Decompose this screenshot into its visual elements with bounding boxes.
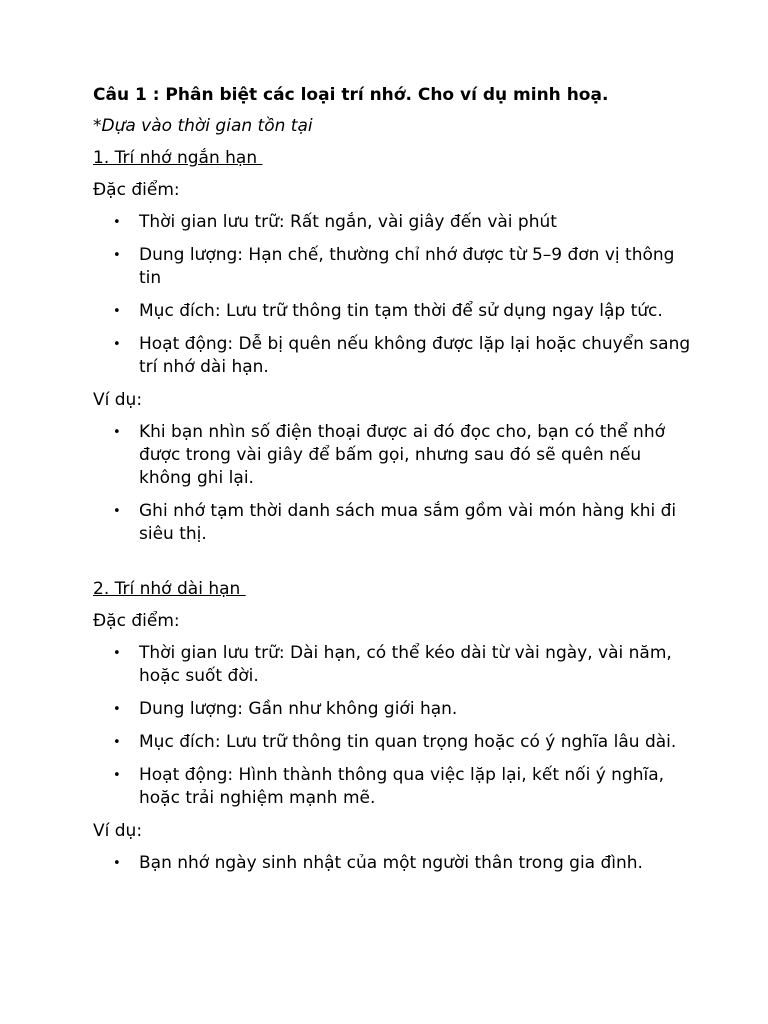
bullet-icon: • [113,735,121,750]
examples-label: Ví dụ: [93,390,143,410]
bullet-icon: • [113,504,121,519]
list-item [93,421,693,490]
characteristics-list [93,642,693,810]
list-item-text: Khi bạn nhìn số điện thoại được ai đó đọc cho, bạn có thể nhớ được trong vài giây để bấm gọi, nhưng sau đó sẽ quên nếu không ghi lại. [139,422,666,488]
list-item [93,764,693,810]
list-item-text: Dung lượng: Gần như không giới hạn. [139,699,458,719]
section-heading-long-term: 2. Trí nhớ dài hạn [93,579,246,599]
list-item [93,244,693,290]
bullet-icon: • [113,248,121,263]
list-item [93,698,693,721]
bullet-icon: • [113,646,121,661]
list-item [93,731,693,754]
list-item [93,300,693,323]
list-item-text: Thời gian lưu trữ: Rất ngắn, vài giây đến vài phút [139,212,557,232]
bullet-icon: • [113,425,121,440]
bullet-icon: • [113,768,121,783]
list-item [93,852,693,875]
bullet-icon: • [113,215,121,230]
examples-list [93,421,693,546]
list-item-text: Hoạt động: Hình thành thông qua việc lặp lại, kết nối ý nghĩa, hoặc trải nghiệm mạnh mẽ. [139,765,665,808]
list-item-text: Thời gian lưu trữ: Dài hạn, có thể kéo dài từ vài ngày, vài năm, hoặc suốt đời. [139,643,672,686]
bullet-icon: • [113,304,121,319]
section-heading-short-term: 1. Trí nhớ ngắn hạn [93,148,263,168]
examples-list [93,852,693,875]
list-item-text: Ghi nhớ tạm thời danh sách mua sắm gồm vài món hàng khi đi siêu thị. [139,501,677,544]
bullet-icon: • [113,702,121,717]
list-item-text: Hoạt động: Dễ bị quên nếu không được lặp lại hoặc chuyển sang trí nhớ dài hạn. [139,334,691,377]
list-item [93,333,693,379]
characteristics-label: Đặc điểm: [93,611,180,631]
document-page [93,84,693,885]
list-item-text: Mục đích: Lưu trữ thông tin quan trọng hoặc có ý nghĩa lâu dài. [139,732,677,752]
question-title: Câu 1 : Phân biệt các loại trí nhớ. Cho ví dụ minh hoạ. [93,85,609,105]
bullet-icon: • [113,856,121,871]
list-item-text: Bạn nhớ ngày sinh nhật của một người thân trong gia đình. [139,853,643,873]
list-item [93,642,693,688]
list-item-text: Dung lượng: Hạn chế, thường chỉ nhớ được từ 5–9 đơn vị thông tin [139,245,675,288]
characteristics-list [93,211,693,379]
list-item [93,211,693,234]
characteristics-label: Đặc điểm: [93,180,180,200]
classification-basis: *Dựa vào thời gian tồn tại [93,116,313,136]
section-spacer [93,556,693,578]
list-item-text: Mục đích: Lưu trữ thông tin tạm thời để sử dụng ngay lập tức. [139,301,663,321]
examples-label: Ví dụ: [93,821,143,841]
bullet-icon: • [113,337,121,352]
list-item [93,500,693,546]
